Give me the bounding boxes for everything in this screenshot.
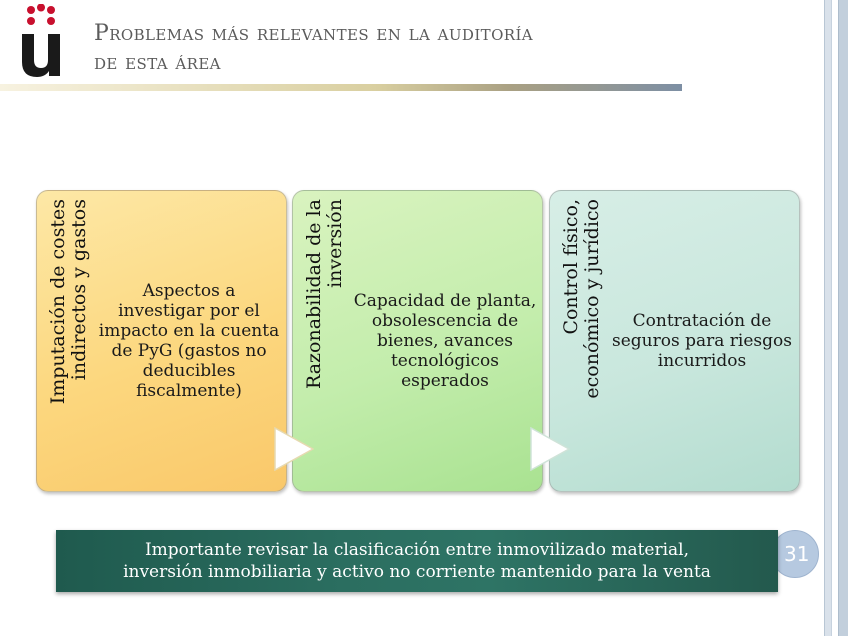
box-body-text: Capacidad de planta, obsolescencia de bienes, avances tecnológicos esperados <box>353 291 537 391</box>
box-body-text: Aspectos a investigar por el impacto en la cuenta de PyG (gastos no deducibles fiscalmente) <box>98 281 280 401</box>
heading-line-1: Imputación de costes <box>47 199 69 405</box>
heading-line-1: Control físico, <box>560 199 582 335</box>
note-banner <box>56 530 778 592</box>
box-body-text: Contratación de seguros para riesgos incurridos <box>612 311 792 371</box>
heading-line-2: inversión <box>324 199 346 288</box>
title-line-2: de esta área <box>94 50 221 75</box>
university-u-logo-icon <box>20 4 72 82</box>
heading-line-1: Razonabilidad de la <box>303 199 325 390</box>
banner-line-2: inversión inmobiliaria y activo no corriente mantenido para la venta <box>123 562 711 582</box>
title-underline-rule <box>0 84 682 91</box>
process-box-costes <box>36 190 287 492</box>
frame-bar-outer <box>838 0 848 636</box>
process-box-control <box>549 190 800 492</box>
heading-line-2: indirectos y gastos <box>68 199 90 381</box>
box-heading-text <box>48 199 90 483</box>
page-number-badge: 31 <box>771 530 819 578</box>
chevron-right-icon <box>274 427 314 471</box>
heading-line-2: económico y jurídico <box>581 199 603 399</box>
banner-line-1: Importante revisar la clasificación entre inmovilizado material, <box>144 540 690 560</box>
slide-title <box>94 19 734 77</box>
box-heading <box>45 199 93 483</box>
chevron-right-icon <box>530 427 570 471</box>
title-line-1: Problemas más relevantes en la auditoría <box>94 21 534 46</box>
right-decorative-frame <box>820 0 848 636</box>
process-box-inversion <box>292 190 543 492</box>
frame-bar-inner <box>824 0 832 636</box>
